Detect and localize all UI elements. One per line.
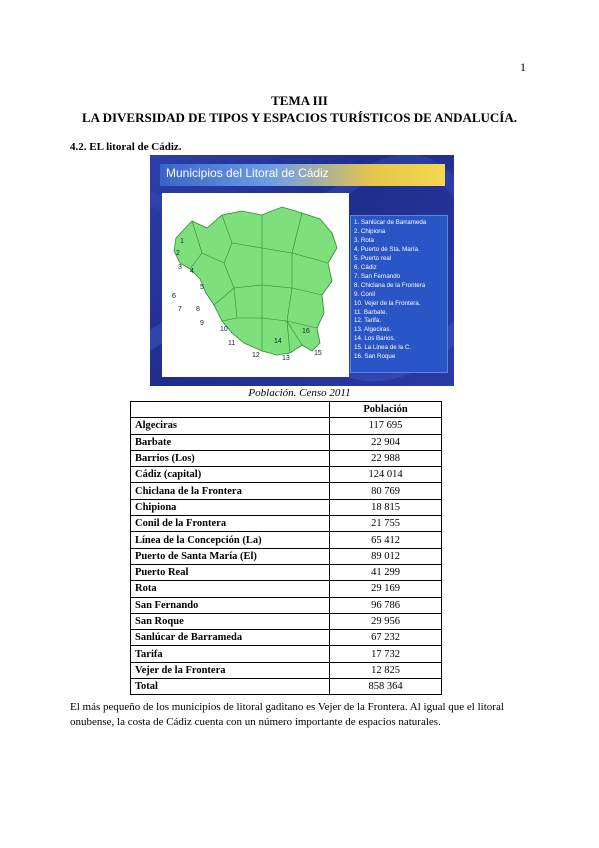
population-value: 29 956 — [330, 613, 442, 629]
population-value: 12 825 — [330, 662, 442, 678]
topic-title: TEMA III — [271, 93, 328, 108]
municipality-name: San Roque — [131, 613, 330, 629]
map-label-16: 16 — [302, 328, 310, 335]
legend-item: 11. Barbate. — [354, 308, 388, 316]
table-row — [131, 532, 442, 548]
table-row — [131, 499, 442, 515]
legend-item: 7. San Fernando — [354, 272, 401, 280]
municipality-name: Barrios (Los) — [131, 450, 330, 466]
total-value: 858 364 — [330, 679, 442, 695]
table-header-row — [131, 402, 442, 418]
legend-item: 6. Cádiz — [354, 263, 377, 271]
map-label-15: 15 — [314, 350, 322, 357]
map-legend — [350, 215, 448, 373]
map-figure — [150, 155, 454, 386]
legend-item: 12. Tarifa. — [354, 317, 382, 325]
municipality-name: Puerto de Santa María (El) — [131, 548, 330, 564]
map-label-9: 9 — [200, 320, 204, 327]
legend-item: 5. Puerto real — [354, 254, 392, 262]
population-value: 96 786 — [330, 597, 442, 613]
table-caption: Población. Censo 2011 — [248, 387, 351, 399]
map-label-7: 7 — [178, 306, 182, 313]
table-row — [131, 630, 442, 646]
municipality-name: Barbate — [131, 434, 330, 450]
population-header: Población — [330, 402, 442, 418]
population-value: 89 012 — [330, 548, 442, 564]
population-value: 117 695 — [330, 418, 442, 434]
legend-item: 3. Rota — [354, 236, 374, 244]
map-panel — [162, 193, 349, 377]
municipality-name: Chipiona — [131, 499, 330, 515]
population-value: 65 412 — [330, 532, 442, 548]
header-empty-cell — [131, 402, 330, 418]
municipality-name: Conil de la Frontera — [131, 516, 330, 532]
table-row — [131, 418, 442, 434]
map-label-14: 14 — [274, 338, 282, 345]
map-label-8: 8 — [196, 306, 200, 313]
table-row — [131, 548, 442, 564]
body-paragraph: El más pequeño de los municipios de litoral gaditano es Vejer de la Frontera. Al igual que el litoral onubense, la costa de Cádiz cuenta con un número importante de espacios naturales. — [70, 701, 504, 728]
table-row — [131, 483, 442, 499]
legend-item: 13. Algeciras. — [354, 326, 392, 334]
municipality-name: Cádiz (capital) — [131, 467, 330, 483]
map-label-2: 2 — [176, 250, 180, 257]
legend-item: 14. Los Barios. — [354, 335, 396, 343]
map-label-5: 5 — [200, 284, 204, 291]
municipality-name: San Fernando — [131, 597, 330, 613]
population-value: 21 755 — [330, 516, 442, 532]
map-label-10: 10 — [220, 326, 228, 333]
cadiz-province-map — [162, 193, 349, 377]
table-row — [131, 450, 442, 466]
population-value: 41 299 — [330, 564, 442, 580]
table-row — [131, 662, 442, 678]
municipality-name: Rota — [131, 581, 330, 597]
map-label-12: 12 — [252, 352, 260, 359]
table-total-row — [131, 679, 442, 695]
municipality-name: Sanlúcar de Barrameda — [131, 630, 330, 646]
legend-item: 9. Conil — [354, 290, 375, 298]
municipality-name: Puerto Real — [131, 564, 330, 580]
map-label-3: 3 — [178, 264, 182, 271]
total-label: Total — [131, 679, 330, 695]
page-number: 1 — [520, 60, 526, 74]
municipality-name: Línea de la Concepción (La) — [131, 532, 330, 548]
map-label-6: 6 — [172, 293, 176, 300]
map-label-13: 13 — [282, 355, 290, 362]
figure-title: Municipios del Litoral de Cádiz — [166, 166, 329, 180]
legend-item: 15. La Linea de la C. — [354, 344, 412, 352]
legend-item: 8. Chiclana de la Frontera — [354, 281, 426, 289]
legend-item: 1. Sanlúcar de Barrameda — [354, 219, 427, 226]
map-label-4: 4 — [190, 268, 194, 275]
municipality-name: Algeciras — [131, 418, 330, 434]
section-heading: 4.2. EL litoral de Cádiz. — [70, 141, 182, 153]
legend-list — [351, 216, 447, 362]
population-value: 22 904 — [330, 434, 442, 450]
topic-subtitle: LA DIVERSIDAD DE TIPOS Y ESPACIOS TURÍSTICOS DE ANDALUCÍA. — [81, 110, 517, 125]
municipality-name: Vejer de la Frontera — [131, 662, 330, 678]
legend-item: 16. San Roque — [354, 353, 396, 361]
population-value: 22 988 — [330, 450, 442, 466]
table-row — [131, 434, 442, 450]
table-row — [131, 581, 442, 597]
table-row — [131, 564, 442, 580]
population-value: 17 732 — [330, 646, 442, 662]
population-value: 29 169 — [330, 581, 442, 597]
legend-item: 2. Chipiona — [354, 227, 386, 235]
table-row — [131, 467, 442, 483]
table-row — [131, 613, 442, 629]
map-label-1: 1 — [180, 238, 184, 245]
population-table — [130, 401, 442, 695]
population-value: 124 014 — [330, 467, 442, 483]
population-value: 67 232 — [330, 630, 442, 646]
population-value: 80 769 — [330, 483, 442, 499]
map-label-11: 11 — [228, 340, 236, 347]
municipality-name: Tarifa — [131, 646, 330, 662]
population-value: 18 815 — [330, 499, 442, 515]
table-row — [131, 646, 442, 662]
table-row — [131, 597, 442, 613]
table-row — [131, 516, 442, 532]
legend-item: 10. Vejer de la Frontera. — [354, 299, 421, 307]
legend-item: 4. Puerto de Sta. María. — [354, 245, 420, 253]
municipality-name: Chiclana de la Frontera — [131, 483, 330, 499]
